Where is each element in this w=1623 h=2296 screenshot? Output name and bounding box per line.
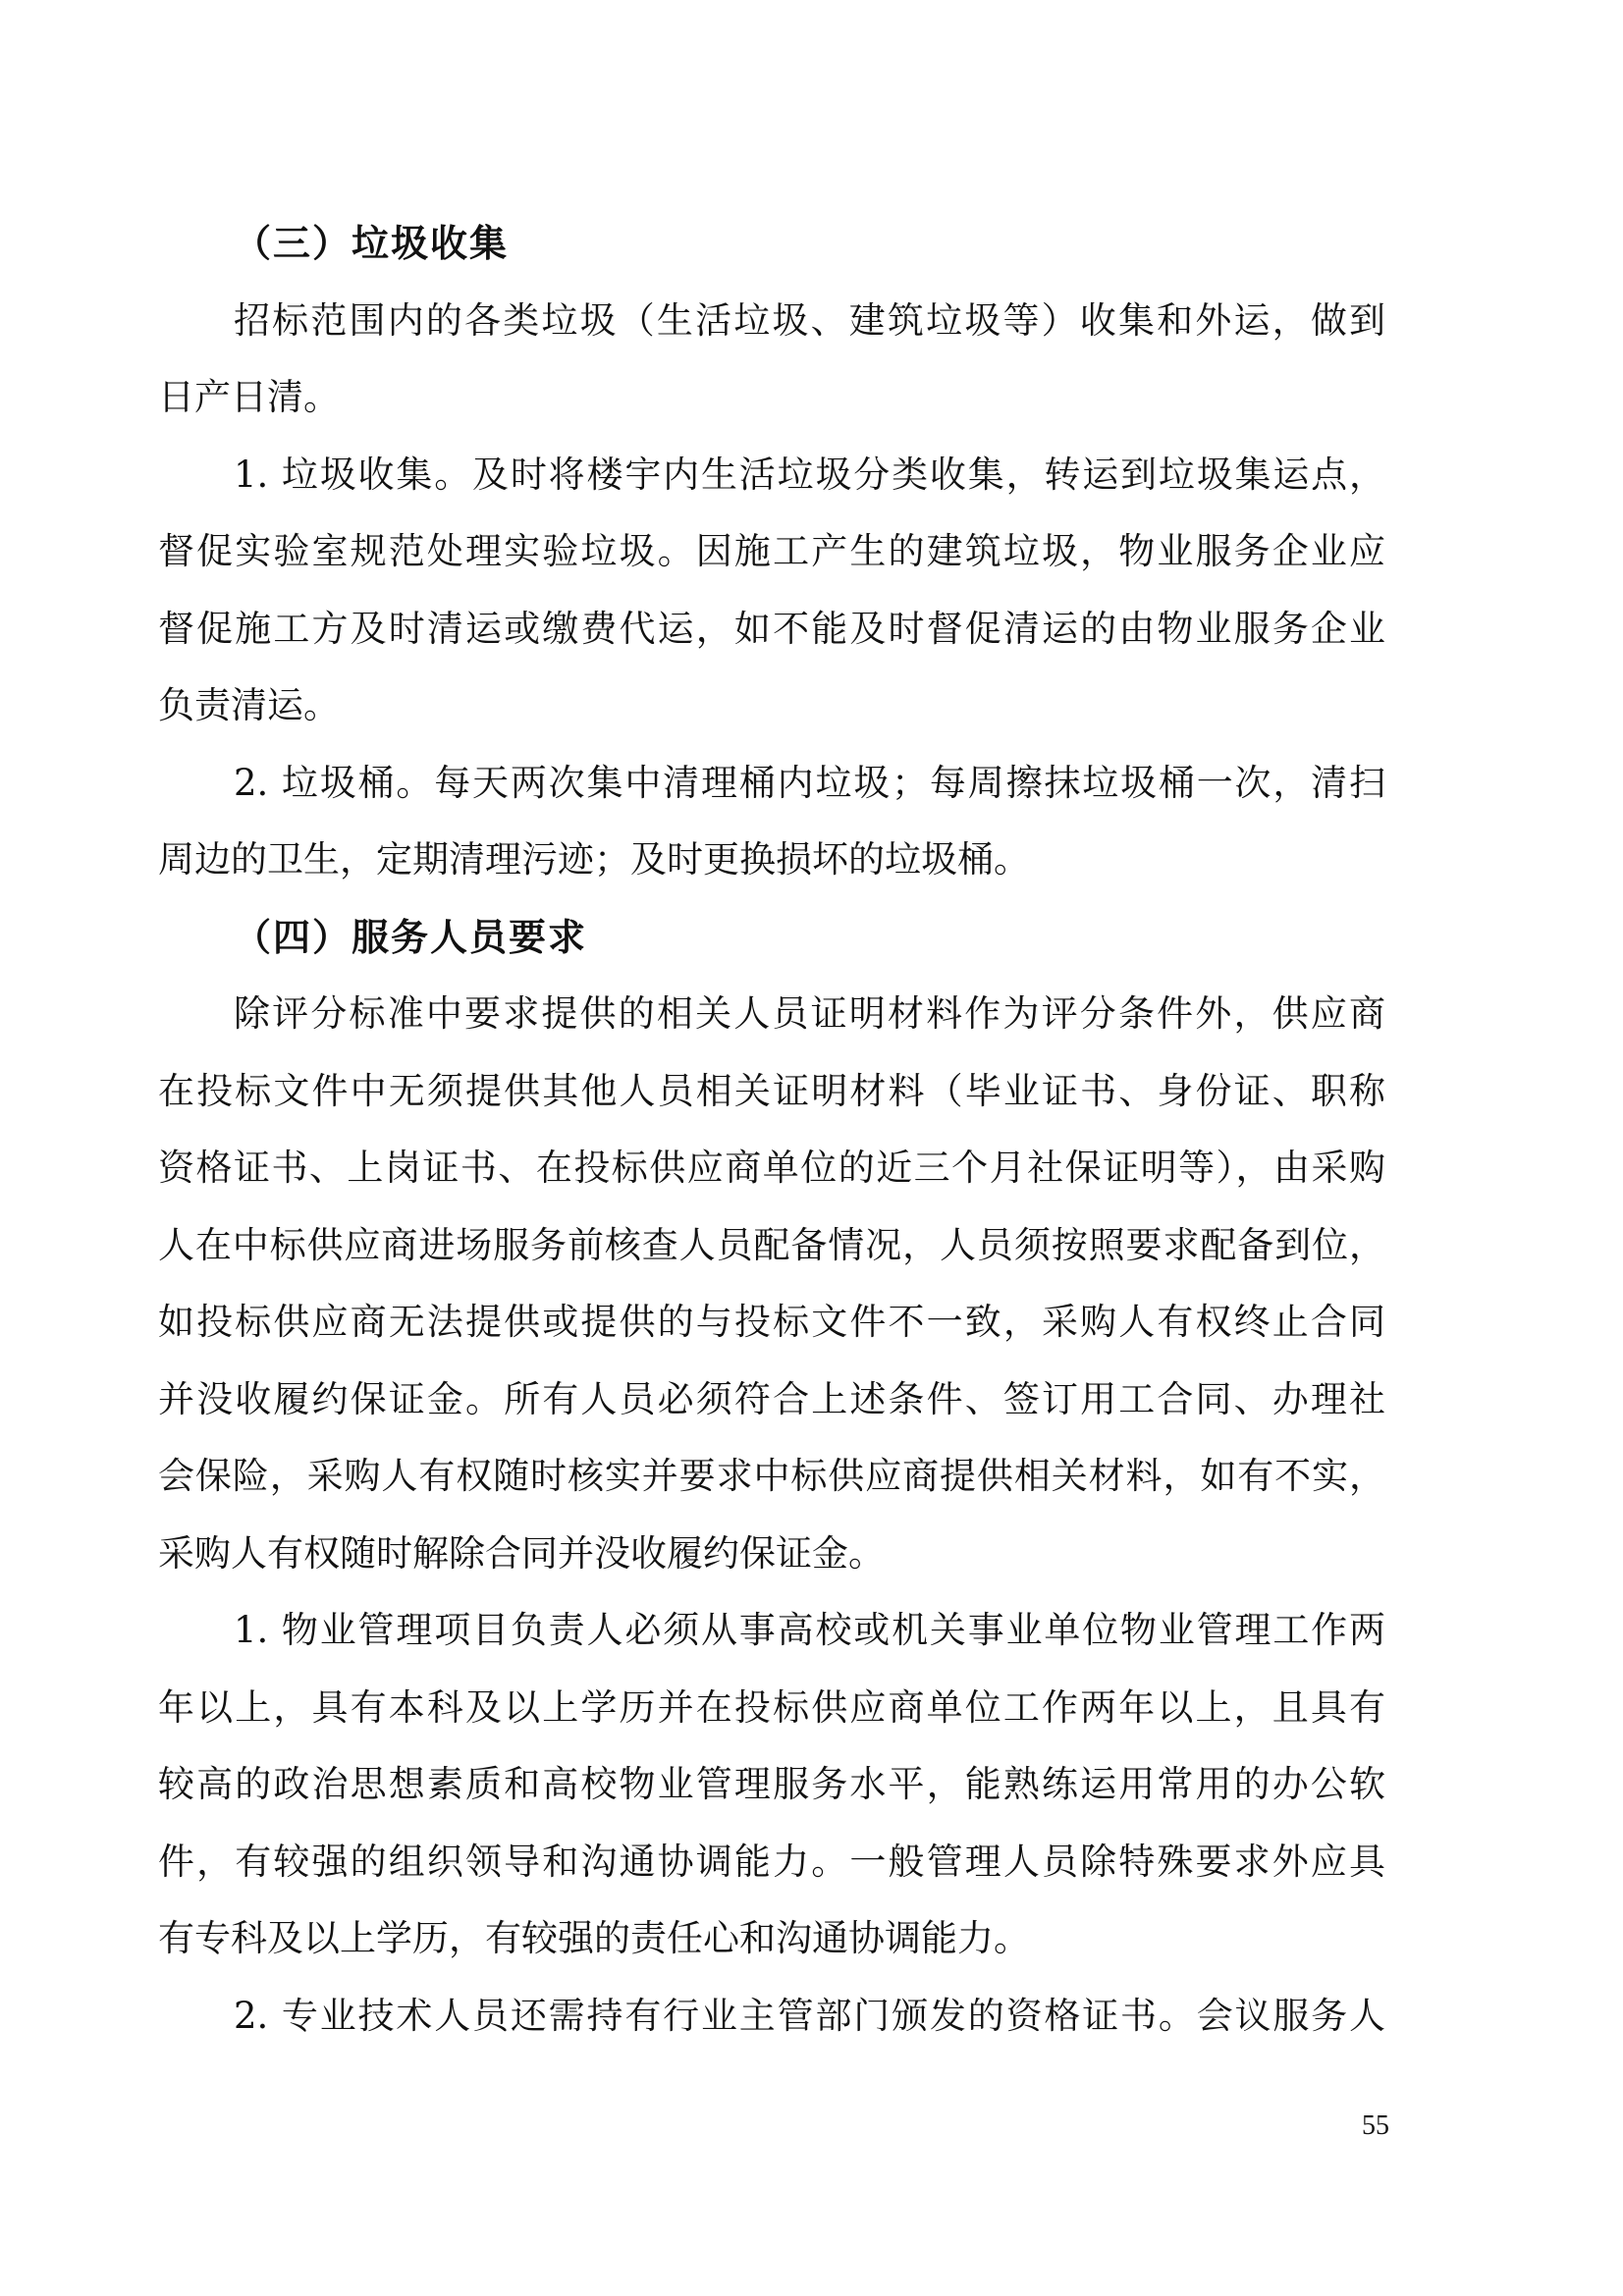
paragraph-line: 1. 垃圾收集。及时将楼宇内生活垃圾分类收集，转运到垃圾集运点，: [234, 454, 1385, 496]
paragraph-line: 招标范围内的各类垃圾（生活垃圾、建筑垃圾等）收集和外运，做到: [234, 299, 1385, 342]
paragraph-line: 2. 专业技术人员还需持有行业主管部门颁发的资格证书。会议服务人: [234, 1995, 1385, 2037]
paragraph-line: 并没收履约保证金。所有人员必须符合上述条件、签订用工合同、办理社: [158, 1378, 1385, 1420]
paragraph-line: 会保险，采购人有权随时核实并要求中标供应商提供相关材料，如有不实，: [158, 1455, 1385, 1497]
paragraph-line: 较高的政治思想素质和高校物业管理服务水平，能熟练运用常用的办公软: [158, 1763, 1385, 1805]
paragraph-line: 督促施工方及时清运或缴费代运，如不能及时督促清运的由物业服务企业: [158, 608, 1385, 650]
paragraph-line: 件，有较强的组织领导和沟通协调能力。一般管理人员除特殊要求外应具: [158, 1841, 1385, 1883]
page-number: 55: [1362, 2110, 1389, 2141]
paragraph-line: 在投标文件中无须提供其他人员相关证明材料（毕业证书、身份证、职称: [158, 1070, 1385, 1112]
paragraph-line: 督促实验室规范处理实验垃圾。因施工产生的建筑垃圾，物业服务企业应: [158, 530, 1385, 572]
paragraph-line: 2. 垃圾桶。每天两次集中清理桶内垃圾；每周擦抹垃圾桶一次，清扫: [234, 762, 1385, 804]
paragraph-line: 有专科及以上学历，有较强的责任心和沟通协调能力。: [158, 1917, 1030, 1959]
section-heading: （三）垃圾收集: [234, 221, 510, 265]
paragraph-line: 除评分标准中要求提供的相关人员证明材料作为评分条件外，供应商: [234, 992, 1385, 1035]
paragraph-line: 日产日清。: [158, 376, 340, 418]
paragraph-line: 如投标供应商无法提供或提供的与投标文件不一致，采购人有权终止合同: [158, 1301, 1385, 1343]
paragraph-line: 采购人有权随时解除合同并没收履约保证金。: [158, 1532, 885, 1575]
paragraph-line: 周边的卫生，定期清理污迹；及时更换损坏的垃圾桶。: [158, 838, 1030, 881]
paragraph-line: 负责清运。: [158, 684, 340, 726]
paragraph-line: 资格证书、上岗证书、在投标供应商单位的近三个月社保证明等），由采购: [158, 1147, 1385, 1189]
paragraph-line: 年以上，具有本科及以上学历并在投标供应商单位工作两年以上，且具有: [158, 1686, 1385, 1729]
paragraph-line: 1. 物业管理项目负责人必须从事高校或机关事业单位物业管理工作两: [234, 1609, 1385, 1651]
paragraph-line: 人在中标供应商进场服务前核查人员配备情况，人员须按照要求配备到位，: [158, 1224, 1385, 1266]
section-heading: （四）服务人员要求: [234, 915, 588, 959]
